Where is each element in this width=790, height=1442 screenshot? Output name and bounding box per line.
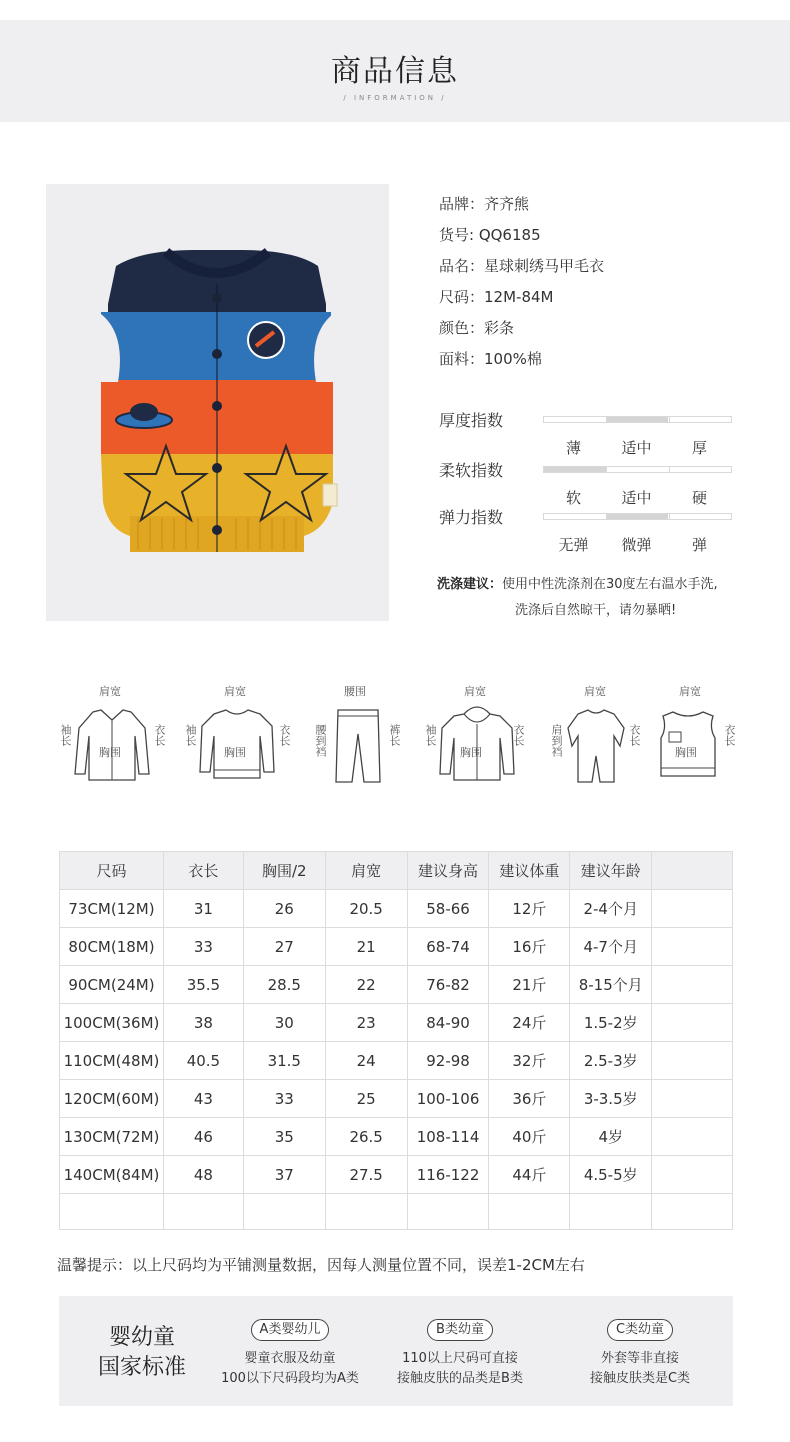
- table-header: 胸围/2: [243, 852, 325, 890]
- vest-illustration: [46, 184, 389, 621]
- index-label: 厚度指数: [439, 411, 504, 430]
- table-cell: 4岁: [570, 1118, 652, 1156]
- table-row: [60, 1118, 733, 1156]
- class-desc: 接触皮肤的品类是B类: [397, 1371, 523, 1386]
- table-header: 建议年龄: [570, 852, 652, 890]
- wash-advice: [437, 573, 718, 618]
- table-header: 建议身高: [407, 852, 489, 890]
- index-option: 适中: [621, 439, 652, 457]
- index-option: 软: [565, 489, 581, 507]
- table-cell: [652, 1118, 733, 1156]
- table-cell: 120CM(60M): [60, 1080, 164, 1118]
- icon-left-label: 袖长: [184, 724, 197, 746]
- icon-right-label: 衣长: [628, 724, 641, 746]
- index-option: 硬: [691, 489, 707, 507]
- table-cell: 33: [243, 1080, 325, 1118]
- icon-center-label: 胸围: [460, 746, 482, 759]
- icon-center-label: 胸围: [99, 746, 121, 759]
- index-option: 适中: [621, 489, 652, 507]
- table-cell: 26: [243, 890, 325, 928]
- table-cell: 21: [325, 928, 407, 966]
- table-cell: 35: [243, 1118, 325, 1156]
- class-desc: 婴童衣服及幼童: [244, 1351, 336, 1366]
- table-cell: 28.5: [243, 966, 325, 1004]
- product-info: [439, 192, 604, 378]
- table-cell: 12斤: [489, 890, 570, 928]
- table-cell: [652, 1156, 733, 1194]
- table-cell: [60, 1194, 164, 1230]
- table-header: 尺码: [60, 852, 164, 890]
- table-cell: 3-3.5岁: [570, 1080, 652, 1118]
- icon-left-label: 腰到裆: [314, 724, 327, 757]
- standard-title-line1: 婴幼童: [108, 1325, 175, 1350]
- index-option: 薄: [565, 439, 581, 457]
- table-cell: [570, 1194, 652, 1230]
- table-cell: 73CM(12M): [60, 890, 164, 928]
- table-header: 建议体重: [489, 852, 570, 890]
- table-cell: 80CM(18M): [60, 928, 164, 966]
- table-cell: [652, 966, 733, 1004]
- standard-title-line2: 国家标准: [97, 1355, 186, 1380]
- table-cell: 2-4个月: [570, 890, 652, 928]
- icon-center-label: 胸围: [675, 746, 697, 759]
- class-desc: 100以下尺码段均为A类: [221, 1371, 359, 1386]
- hoodie-icon: [420, 680, 530, 790]
- info-sku: 货号: QQ6185: [439, 226, 541, 244]
- icon-top-label: 肩宽: [679, 685, 701, 698]
- table-cell: [407, 1194, 489, 1230]
- table-cell: [652, 1042, 733, 1080]
- section-title: 商品信息: [331, 54, 459, 89]
- index-option: 厚: [691, 439, 707, 457]
- icon-center-label: 胸围: [224, 746, 246, 759]
- index-fill: [606, 514, 668, 519]
- table-cell: 84-90: [407, 1004, 489, 1042]
- icon-left-label: 肩到裆: [550, 724, 563, 757]
- table-cell: 40.5: [163, 1042, 243, 1080]
- class-desc: 110以上尺码可直接: [402, 1351, 518, 1366]
- table-cell: [652, 928, 733, 966]
- table-cell: 48: [163, 1156, 243, 1194]
- table-cell: 140CM(84M): [60, 1156, 164, 1194]
- icon-right-label: 衣长: [153, 724, 166, 746]
- icon-left-label: 袖长: [59, 724, 72, 746]
- table-cell: 26.5: [325, 1118, 407, 1156]
- class-b: [375, 1318, 545, 1389]
- info-name: 品名：星球刺绣马甲毛衣: [439, 257, 605, 275]
- table-cell: 4.5-5岁: [570, 1156, 652, 1194]
- table-row: [60, 1080, 733, 1118]
- class-pill: C类幼童: [607, 1319, 673, 1341]
- table-cell: [325, 1194, 407, 1230]
- table-cell: [652, 1004, 733, 1042]
- class-pill: B类幼童: [427, 1319, 493, 1341]
- table-cell: 24斤: [489, 1004, 570, 1042]
- table-cell: 31: [163, 890, 243, 928]
- table-cell: 33: [163, 928, 243, 966]
- table-cell: 25: [325, 1080, 407, 1118]
- table-cell: 27.5: [325, 1156, 407, 1194]
- vest-icon: [635, 680, 745, 790]
- wash-line1: 使用中性洗涤剂在30度左右温水手洗,: [502, 577, 718, 592]
- table-cell: 1.5-2岁: [570, 1004, 652, 1042]
- table-cell: 36斤: [489, 1080, 570, 1118]
- shirt-icon: [55, 680, 165, 790]
- class-c: [555, 1318, 725, 1389]
- table-cell: [163, 1194, 243, 1230]
- table-cell: 43: [163, 1080, 243, 1118]
- table-cell: [243, 1194, 325, 1230]
- table-row: [60, 1004, 733, 1042]
- index-label: 弹力指数: [439, 508, 504, 527]
- icon-top-label: 腰围: [344, 685, 366, 698]
- table-row: [60, 1156, 733, 1194]
- class-a: [205, 1318, 375, 1389]
- table-cell: 92-98: [407, 1042, 489, 1080]
- index-label: 柔软指数: [439, 461, 504, 480]
- table-cell: 38: [163, 1004, 243, 1042]
- icon-top-label: 肩宽: [464, 685, 486, 698]
- table-row: [60, 966, 733, 1004]
- sweater-icon: [180, 680, 290, 790]
- table-cell: 2.5-3岁: [570, 1042, 652, 1080]
- table-row: [60, 1042, 733, 1080]
- wash-line2: 洗涤后自然晾干，请勿暴晒!: [515, 603, 677, 618]
- index-option: 微弹: [621, 536, 652, 554]
- icon-top-label: 肩宽: [584, 685, 606, 698]
- romper-icon: [540, 680, 650, 790]
- table-cell: 23: [325, 1004, 407, 1042]
- table-header: 肩宽: [325, 852, 407, 890]
- table-header-row: [60, 852, 733, 890]
- class-pill: A类婴幼儿: [251, 1319, 330, 1341]
- index-fill: [544, 467, 606, 472]
- table-cell: [652, 1194, 733, 1230]
- table-cell: 4-7个月: [570, 928, 652, 966]
- icon-right-label: 衣长: [512, 724, 525, 746]
- table-cell: 110CM(48M): [60, 1042, 164, 1080]
- table-cell: 68-74: [407, 928, 489, 966]
- icon-right-label: 裤长: [388, 724, 401, 746]
- class-desc: 接触皮肤类是C类: [589, 1371, 691, 1386]
- table-cell: 16斤: [489, 928, 570, 966]
- info-material: 面料：100%棉: [439, 350, 542, 368]
- table-cell: 90CM(24M): [60, 966, 164, 1004]
- index-bar: [543, 466, 732, 473]
- section-subtitle: / INFORMATION /: [343, 94, 447, 102]
- index-bar: [543, 416, 732, 423]
- national-standard: [59, 1296, 733, 1406]
- table-cell: [652, 1080, 733, 1118]
- table-cell: 8-15个月: [570, 966, 652, 1004]
- info-size: 尺码：12M-84M: [439, 288, 554, 306]
- table-cell: 21斤: [489, 966, 570, 1004]
- table-cell: 30: [243, 1004, 325, 1042]
- table-cell: [489, 1194, 570, 1230]
- table-header: [652, 852, 733, 890]
- table-cell: 46: [163, 1118, 243, 1156]
- icon-top-label: 肩宽: [224, 685, 246, 698]
- table-row-empty: [60, 1194, 733, 1230]
- table-cell: 31.5: [243, 1042, 325, 1080]
- table-cell: 22: [325, 966, 407, 1004]
- icon-left-label: 袖长: [424, 724, 437, 746]
- table-cell: 40斤: [489, 1118, 570, 1156]
- table-header: 衣长: [163, 852, 243, 890]
- wash-label: 洗涤建议：: [437, 577, 503, 592]
- table-cell: [652, 890, 733, 928]
- table-cell: 100-106: [407, 1080, 489, 1118]
- table-cell: 37: [243, 1156, 325, 1194]
- table-cell: 108-114: [407, 1118, 489, 1156]
- info-color: 颜色：彩条: [439, 319, 515, 337]
- table-cell: 20.5: [325, 890, 407, 928]
- index-option: 弹: [691, 536, 707, 554]
- pants-icon: [300, 680, 410, 790]
- table-cell: 100CM(36M): [60, 1004, 164, 1042]
- size-table: [59, 851, 733, 1230]
- section-header: [0, 20, 790, 122]
- table-row: [60, 890, 733, 928]
- product-photo: [46, 184, 389, 621]
- table-cell: 130CM(72M): [60, 1118, 164, 1156]
- icon-right-label: 衣长: [723, 724, 736, 746]
- index-bar: [543, 513, 732, 520]
- table-cell: 32斤: [489, 1042, 570, 1080]
- info-brand: 品牌：齐齐熊: [439, 195, 530, 213]
- table-cell: 44斤: [489, 1156, 570, 1194]
- table-row: [60, 928, 733, 966]
- index-fill: [606, 417, 668, 422]
- table-cell: 27: [243, 928, 325, 966]
- table-cell: 116-122: [407, 1156, 489, 1194]
- icon-right-label: 衣长: [278, 724, 291, 746]
- class-desc: 外套等非直接: [600, 1351, 679, 1366]
- table-cell: 35.5: [163, 966, 243, 1004]
- table-cell: 24: [325, 1042, 407, 1080]
- table-cell: 76-82: [407, 966, 489, 1004]
- table-cell: 58-66: [407, 890, 489, 928]
- index-option: 无弹: [558, 536, 589, 554]
- measurement-guide: [55, 680, 745, 790]
- standard-title: [87, 1323, 197, 1383]
- icon-top-label: 肩宽: [99, 685, 121, 698]
- size-note: 温馨提示：以上尺码均为平铺测量数据，因每人测量位置不同，误差1-2CM左右: [57, 1256, 585, 1274]
